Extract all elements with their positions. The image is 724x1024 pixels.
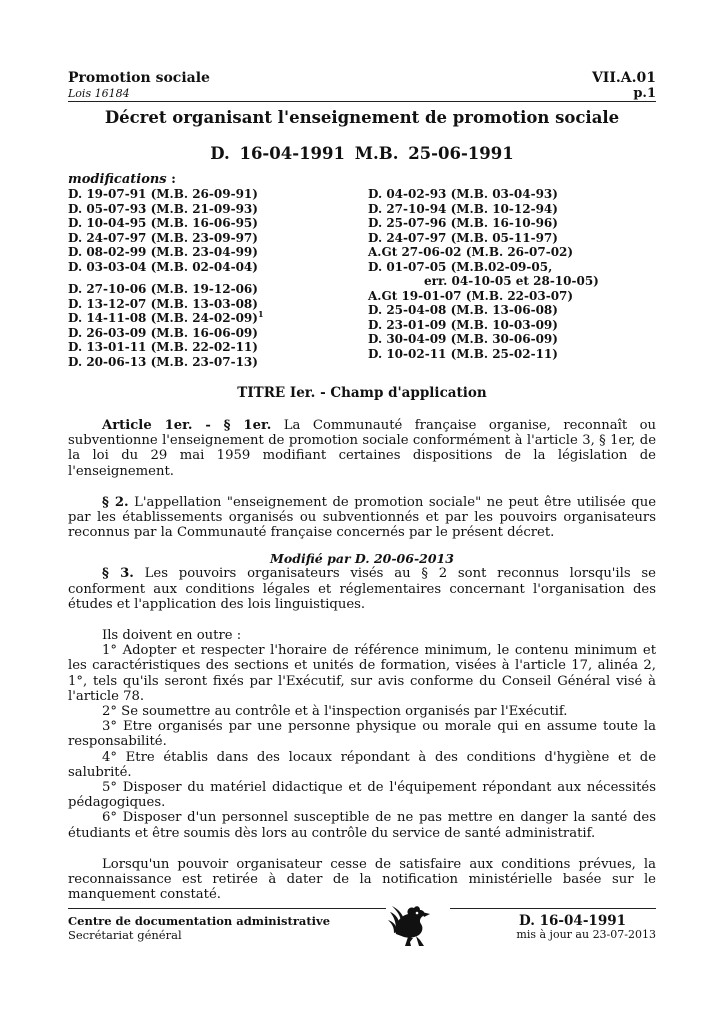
modification-item: D. 10-04-95 (M.B. 16-06-95) <box>68 216 258 230</box>
modification-item-continued: err. 04-10-05 et 28-10-05) <box>424 274 599 288</box>
title-heading: TITRE Ier. - Champ d'application <box>237 385 487 401</box>
modifications-colon: : <box>166 172 176 187</box>
modification-item: D. 03-03-04 (M.B. 02-04-04) <box>68 259 258 274</box>
footer-left <box>68 914 330 942</box>
modification-item: D. 05-07-93 (M.B. 21-09-93) <box>68 201 258 216</box>
condition-item: 5° Disposer du matériel didactique et de l'équipement répondant aux nécessités pédagogiques. <box>68 780 656 811</box>
modification-item: D. 30-04-09 (M.B. 30-06-09) <box>368 332 558 346</box>
running-header <box>68 70 656 87</box>
paragraph-label: § 2. <box>102 494 129 510</box>
article-label: Article 1er. - § 1er. <box>102 418 272 433</box>
footer-organisation: Centre de documentation administrative <box>68 914 331 928</box>
modification-item: D. 25-04-08 (M.B. 13-06-08) <box>368 303 558 317</box>
header-law-ref: Lois 16184 <box>68 87 130 100</box>
modifications-heading <box>68 173 656 187</box>
footnote-marker[interactable]: 1 <box>257 309 264 319</box>
modification-item: D. 13-01-11 (M.B. 22-02-11) <box>68 340 258 354</box>
article-1-paragraph-2 <box>68 495 656 541</box>
running-subheader <box>68 87 656 102</box>
article-1-paragraph-3 <box>68 566 656 612</box>
footer-update-date: mis à jour au 23-07-2013 <box>516 928 656 941</box>
document-page <box>68 70 656 902</box>
modification-item: D. 27-10-94 (M.B. 10-12-94) <box>368 201 558 216</box>
rooster-logo-icon <box>386 904 436 948</box>
modification-item: A.Gt 19-01-07 (M.B. 22-03-07) <box>368 288 574 303</box>
modifications-right-column <box>368 187 656 369</box>
modification-item-with-footnote <box>68 311 368 326</box>
paragraph-text: L'appellation "enseignement de promotion sociale" ne peut être utilisée que par les établissements organisés ou subventionnés et par les pouvoirs organisateurs reconnus par la Communauté française concernés par le présent décret. <box>68 494 656 541</box>
modification-note: Modifié par D. 20-06-2013 <box>270 551 454 567</box>
modification-item: D. 25-07-96 (M.B. 16-10-96) <box>368 216 558 230</box>
paragraph-label: § 3. <box>102 566 134 582</box>
condition-item: 2° Se soumettre au contrôle et à l'inspection organisés par l'Exécutif. <box>102 704 568 720</box>
modification-item: D. 24-07-97 (M.B. 05-11-97) <box>368 230 558 245</box>
modification-item: D. 01-07-05 (M.B.02-09-05, <box>368 259 553 274</box>
paragraph-text: Les pouvoirs organisateurs visés au § 2 sont reconnus lorsqu'ils se conforment aux conditions légales et réglementaires concernant l'organisation des études et l'application des lois linguistiques. <box>68 566 656 612</box>
modifications-label: modifications <box>68 172 167 187</box>
document-date: D. 16-04-1991 M.B. 25-06-1991 <box>210 144 514 163</box>
page-number: p.1 <box>633 86 656 101</box>
footer-decree-date: D. 16-04-1991 <box>519 913 626 929</box>
footer-rule-left <box>68 908 386 909</box>
modification-item: D. 24-07-97 (M.B. 23-09-97) <box>68 230 258 245</box>
footer-department: Secrétariat général <box>68 928 182 942</box>
footer-rule-right <box>450 908 656 909</box>
condition-item: 3° Etre organisés par une personne physique ou morale qui en assume toute la responsabilité. <box>68 719 656 750</box>
modification-item: D. 26-03-09 (M.B. 16-06-09) <box>68 325 258 340</box>
modification-item: A.Gt 27-06-02 (M.B. 26-07-02) <box>368 245 574 259</box>
modification-item: D. 20-06-13 (M.B. 23-07-13) <box>68 354 258 369</box>
modification-item: D. 19-07-91 (M.B. 26-09-91) <box>68 187 258 201</box>
footer-right <box>516 914 656 942</box>
article-text: La Communauté française organise, reconnaît ou subventionne l'enseignement de promotion sociale conformément à l'article 3, § 1er, de la loi du 29 mai 1959 modifiant certaines dispositions de la législation de l'enseignement. <box>68 418 657 479</box>
condition-item: 6° Disposer d'un personnel susceptible de ne pas mettre en danger la santé des étudiants et être soumis dès lors au contrôle du service de santé administratif. <box>68 810 656 841</box>
header-section-title: Promotion sociale <box>68 70 210 86</box>
modification-item: D. 23-01-09 (M.B. 10-03-09) <box>368 317 558 332</box>
modifications-list <box>68 187 656 369</box>
modification-item: D. 10-02-11 (M.B. 25-02-11) <box>368 346 558 361</box>
conditions-intro: Ils doivent en outre : <box>102 628 242 644</box>
modification-item: D. 13-12-07 (M.B. 13-03-08) <box>68 296 258 311</box>
withdrawal-paragraph: Lorsqu'un pouvoir organisateur cesse de satisfaire aux conditions prévues, la reconnaissance est retirée à dater de la notification ministérielle basée sur le manquement constaté. <box>68 856 656 903</box>
modification-item: D. 14-11-08 (M.B. 24-02-09) <box>68 311 258 325</box>
modifications-left-column <box>68 187 368 369</box>
header-code: VII.A.01 <box>591 70 656 86</box>
modification-item: D. 08-02-99 (M.B. 23-04-99) <box>68 245 258 259</box>
modification-item: D. 27-10-06 (M.B. 19-12-06) <box>68 282 258 296</box>
modification-item: D. 04-02-93 (M.B. 03-04-93) <box>368 187 558 201</box>
condition-item: 4° Etre établis dans des locaux répondant à des conditions d'hygiène et de salubrité. <box>68 749 656 780</box>
document-title: Décret organisant l'enseignement de promotion sociale <box>104 108 620 127</box>
article-1-paragraph-1 <box>68 418 656 479</box>
condition-item: 1° Adopter et respecter l'horaire de référence minimum, le contenu minimum et les caractéristiques des sections et unités de formation, visées à l'article 17, alinéa 2, 1°, tels qu'ils seront fixés par l'Exécutif, sur avis conforme du Conseil Général visé à l'article 78. <box>68 643 656 704</box>
